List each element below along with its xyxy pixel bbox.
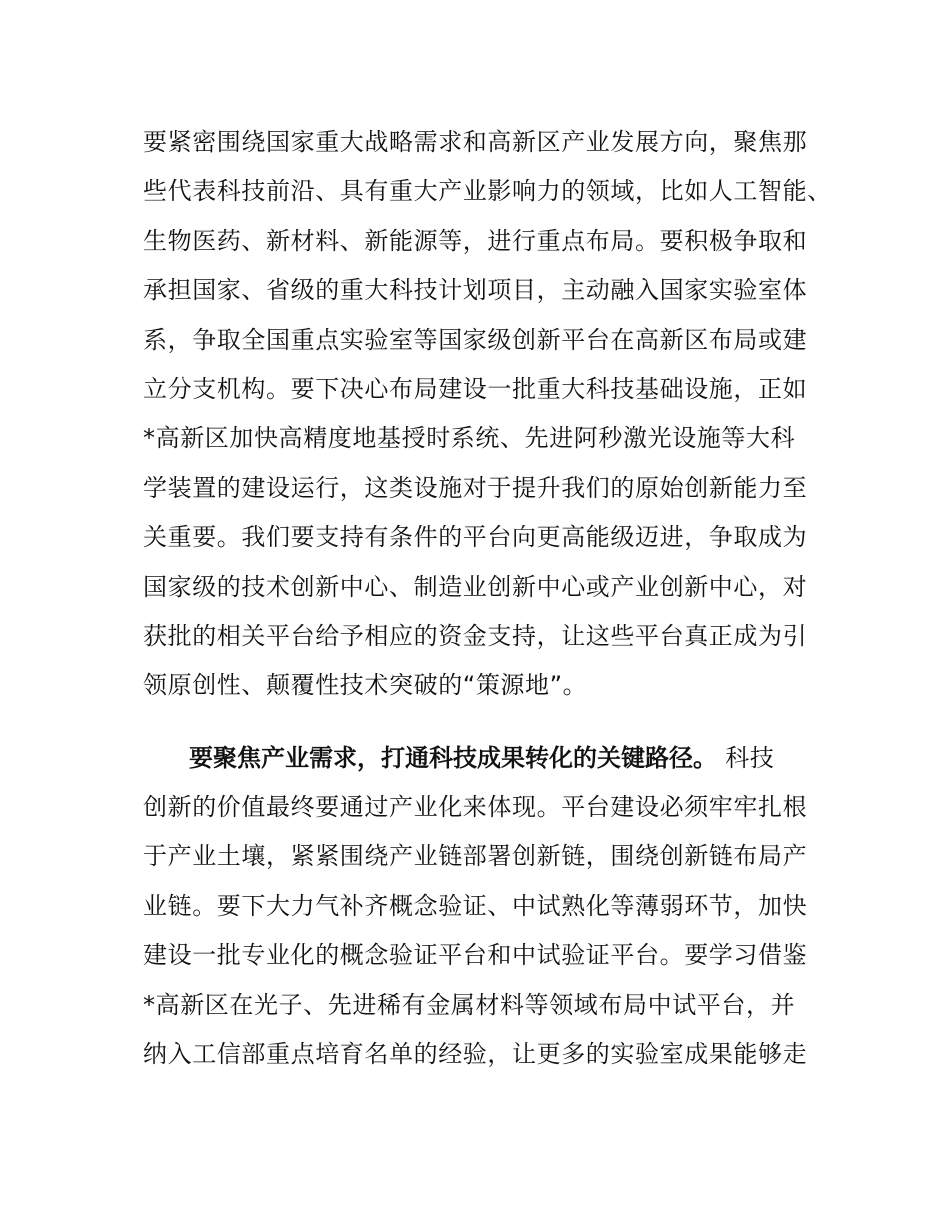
text-line: 生物医药、新材料、新能源等，进行重点布局。要积极争取和 (143, 226, 808, 255)
text-line: 立分支机构。要下决心布局建设一批重大科技基础设施，正如 (143, 374, 808, 403)
text-line: 国家级的技术创新中心、制造业创新中心或产业创新中心，对 (143, 572, 808, 601)
text-line: 创新的价值最终要通过产业化来体现。平台建设必须牢牢扎根 (143, 793, 808, 822)
text-line: 些代表科技前沿、具有重大产业影响力的领域，比如人工智能、 (143, 177, 832, 206)
text-line: *高新区加快高精度地基授时系统、先进阿秒激光设施等大科 (143, 424, 796, 453)
paragraph-gap (143, 717, 823, 740)
text-line: 要紧密围绕国家重大战略需求和高新区产业发展方向，聚焦那 (143, 128, 808, 156)
text-line: 获批的相关平台给予相应的资金支持，让这些平台真正成为引 (143, 621, 808, 650)
text-line: 纳入工信部重点培育名单的经验，让更多的实验室成果能够走 (143, 1040, 808, 1069)
text-line: 于产业土壤，紧紧围绕产业链部署创新链，围绕创新链布局产 (143, 842, 808, 871)
text-line: *高新区在光子、先进稀有金属材料等领域布局中试平台，并 (143, 990, 796, 1019)
paragraph-heading: 要聚焦产业需求，打通科技成果转化的关键路径。 (189, 743, 717, 772)
text-line: 建设一批专业化的概念验证平台和中试验证平台。要学习借鉴 (143, 941, 808, 970)
text-line: 承担国家、省级的重大科技计划项目，主动融入国家实验室体 (143, 276, 808, 305)
paragraph-heading-line (143, 740, 823, 789)
text-line: 系，争取全国重点实验室等国家级创新平台在高新区布局或建 (143, 325, 808, 354)
text-line: 学装置的建设运行，这类设施对于提升我们的原始创新能力至 (143, 473, 808, 502)
heading-tail-text: 科技 (717, 743, 775, 772)
paragraph-platform-layout (143, 124, 832, 717)
paragraph-industry-transfer (143, 740, 823, 1086)
text-line: 领原创性、颠覆性技术突破的“策源地”。 (143, 671, 588, 700)
text-line: 业链。要下大力气补齐概念验证、中试熟化等薄弱环节，加快 (143, 891, 808, 920)
text-line: 关重要。我们要支持有条件的平台向更高能级迈进，争取成为 (143, 523, 808, 552)
document-page (143, 124, 832, 1085)
